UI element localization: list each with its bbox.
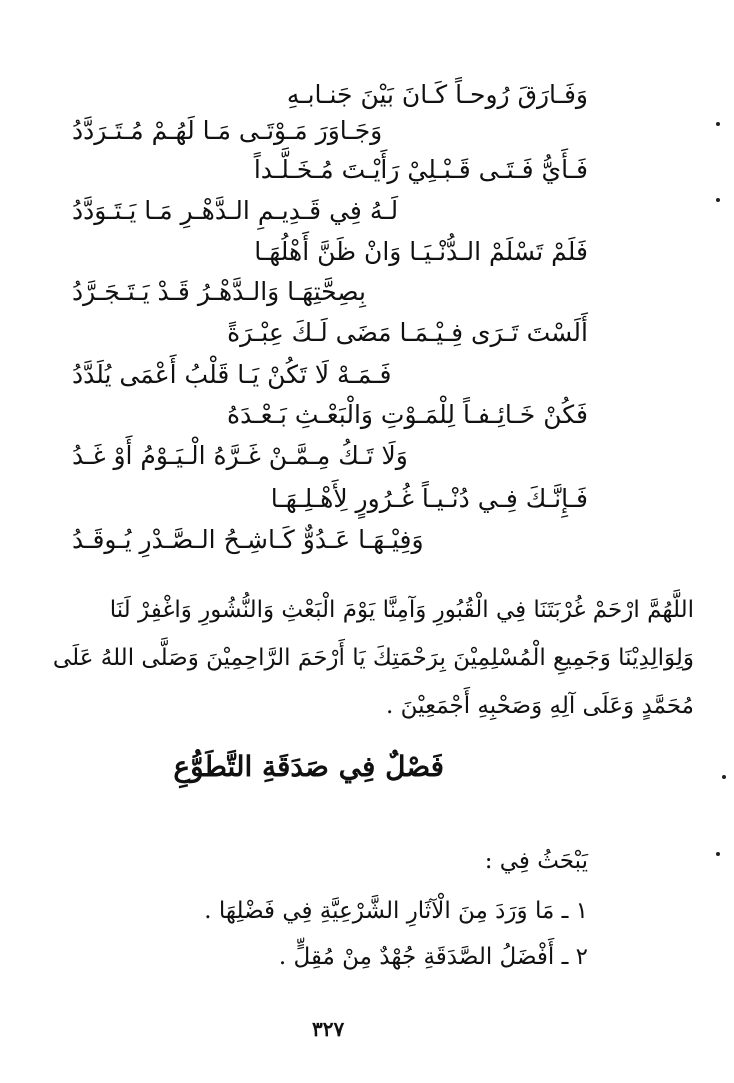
- poem-line-8: فَـمَـهْ لَا تَكُنْ يَـا قَلْبُ أَعْمَى يُلَدَّدُ: [72, 360, 392, 389]
- poem-line-10: وَلَا تَـكُ مِـمَّـنْ غَـرَّهُ الْـيَـوْمُ أَوْ غَـدُ: [72, 441, 408, 470]
- poem-line-12: وَفِيْـهَـا عَـدُوٌّ كَـاشِـحُ الـصَّـدْرِ يُـوقَـدُ: [72, 525, 424, 554]
- chapter-heading: فَصْلٌ فِي صَدَقَةِ التَّطَوُّعِ: [173, 750, 444, 783]
- prayer-line-3: مُحَمَّدٍ وَعَلَى آلِهِ وَصَحْبِهِ أَجْمَعِيْنَ .: [386, 693, 694, 719]
- prayer-line-1: اللَّهُمَّ ارْحَمْ غُرْبَتَنَا فِي الْقُبُورِ وَآمِنَّا يَوْمَ الْبَعْثِ وَالنُّشُورِ وَاغْفِرْ لَنَا: [109, 597, 694, 623]
- poem-line-2: وَجَـاوَرَ مَـوْتَـى مَـا لَهُـمْ مُـتَـرَدَّدُ: [72, 116, 383, 145]
- poem-line-1: وَفَـارَقَ رُوحـاً كَـانَ بَيْنَ جَنـابـهِ: [286, 80, 588, 109]
- intro-text: يَبْحَثُ فِي :: [484, 848, 588, 874]
- poem-line-4: لَـهُ فِي قَـدِيـمِ الـدَّهْـرِ مَـا يَـتَـوَدَّدُ: [72, 196, 399, 225]
- scan-mark: [722, 775, 726, 779]
- topic-item-2: ٢ ـ أَفْضَلُ الصَّدَقَةِ جُهْدٌ مِنْ مُقِلٍّ .: [278, 944, 588, 970]
- topic-item-1: ١ ـ مَا وَرَدَ مِنَ الْآثَارِ الشَّرْعِيَّةِ فِي فَضْلِهَا .: [204, 898, 588, 924]
- poem-line-7: أَلَسْتَ تَـرَى فِـيْـمَـا مَضَى لَـكَ عِبْـرَةً: [227, 318, 588, 347]
- poem-line-3: فَـأَيُّ فَـتَـى قَـبْـلِيْ رَأَيْـتَ مُـخَـلَّـداً: [253, 155, 588, 184]
- scan-mark: [716, 198, 720, 202]
- prayer-line-2: وَلِوَالِدِيْنَا وَجَمِيعِ الْمُسْلِمِيْنَ بِرَحْمَتِكَ يَا أَرْحَمَ الرَّاحِمِيْنَ وَصَلَّى اللهُ عَلَى: [52, 645, 694, 671]
- poem-line-9: فَكُنْ خَـائِـفـاً لِلْمَـوْتِ وَالْبَعْـثِ بَـعْـدَهُ: [227, 400, 588, 429]
- poem-line-11: فَـإِنَّـكَ فِـي دُنْـيـاً غُـرُورٍ لِأَهْـلِـهَـا: [270, 484, 588, 513]
- scan-mark: [716, 852, 720, 856]
- poem-line-5: فَلَمْ تَسْلَمْ الـدُّنْـيَـا وَانْ ظَنَّ أَهْلُهَـا: [254, 237, 588, 266]
- poem-line-6: بِصِحَّتِهَـا وَالـدَّهْـرُ قَـدْ يَـتَـجَـرَّدُ: [72, 277, 366, 306]
- scan-mark: [716, 122, 720, 126]
- page-number: ٣٢٧: [312, 1017, 345, 1041]
